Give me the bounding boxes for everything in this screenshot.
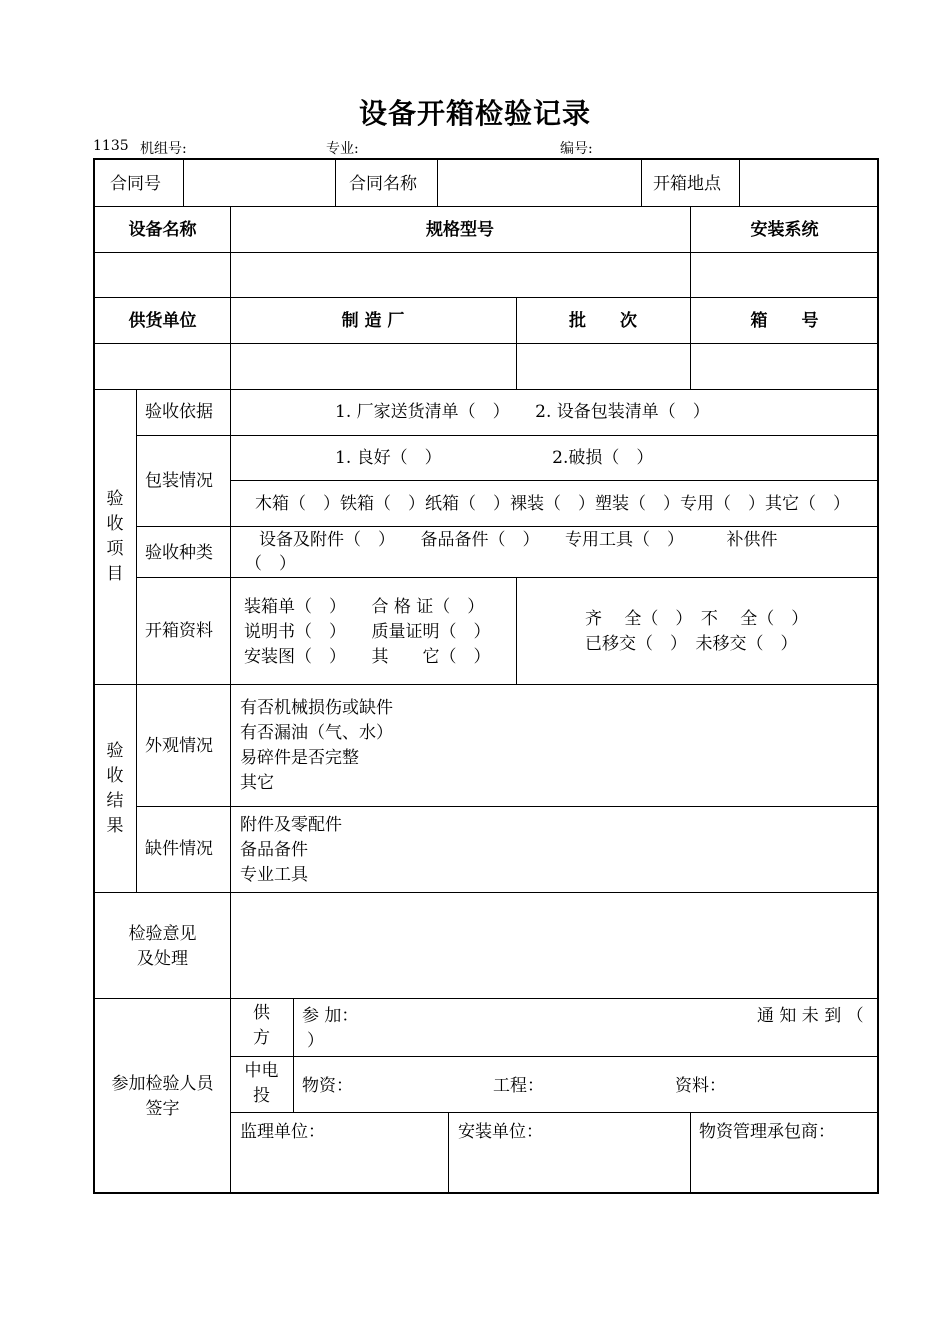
signatures-label-line2: 签字 [145, 1099, 180, 1119]
signatures-label-line1: 参加检验人员 [111, 1074, 214, 1094]
category-line1: 设备及附件（ ） 备品备件（ ） 专用工具（ ） 补供件 [259, 530, 778, 550]
row-divider [230, 1056, 879, 1057]
appearance-line: 易碎件是否完整 [240, 748, 359, 768]
col-divider [293, 998, 294, 1112]
supplier-header: 供货单位 [128, 311, 197, 331]
contract-no-label: 合同号 [110, 174, 161, 194]
notice-label-close: ） [307, 1031, 324, 1051]
col-divider [448, 1112, 449, 1194]
opinion-label-line1: 检验意见 [128, 924, 197, 944]
row-divider [136, 577, 879, 578]
row-divider [230, 1112, 879, 1113]
category-line2: （ ） [245, 554, 296, 574]
appearance-label: 外观情况 [145, 736, 213, 756]
row-divider [95, 998, 879, 999]
row-divider [230, 480, 879, 481]
installer-label: 安装单位： [458, 1122, 543, 1142]
materials-label: 物资： [302, 1076, 353, 1096]
docs-left-line: 说明书（ ） 质量证明（ ） [244, 622, 491, 642]
basis-text: 1. 厂家送货清单（ ） 2. 设备包装清单（ ） [335, 402, 710, 422]
col-divider [183, 160, 184, 206]
packaging-label: 包装情况 [145, 471, 213, 491]
inspection-form-table [93, 158, 879, 1194]
appearance-line: 有否机械损伤或缺件 [240, 698, 393, 718]
supplier-side-label: 方 [253, 1028, 270, 1048]
col-divider [641, 160, 642, 206]
supplier-side-label: 供 [253, 1003, 270, 1023]
unit-label: 机组号: [140, 141, 187, 157]
col-divider [335, 160, 336, 206]
docs-right-line: 齐 全（ ） 不 全（ ） [585, 609, 809, 629]
box-no-header: 箱 号 [750, 311, 819, 331]
packaging-condition: 1. 良好（ ） 2.破损（ ） [335, 448, 654, 468]
col-divider [690, 1112, 691, 1194]
row-divider [136, 526, 879, 527]
appearance-line: 其它 [240, 773, 274, 793]
basis-label: 验收依据 [145, 402, 213, 422]
results-group-label: 验 收 结 果 [106, 741, 124, 836]
appearance-line: 有否漏油（气、水） [240, 723, 393, 743]
opinion-label-line2: 及处理 [137, 949, 188, 969]
col-divider [516, 577, 517, 684]
row-divider [95, 206, 879, 207]
missing-line: 附件及零配件 [240, 815, 342, 835]
row-divider [136, 435, 879, 436]
participate-label: 参 加： [302, 1006, 359, 1026]
col-divider [136, 389, 137, 892]
packaging-types: 木箱（ ）铁箱（ ）纸箱（ ）裸装（ ）塑装（ ）专用（ ）其它（ ） [255, 494, 850, 514]
row-divider [95, 389, 879, 390]
docs-right-line: 已移交（ ） 未移交（ ） [585, 634, 798, 654]
contractor-label: 物资管理承包商： [699, 1122, 835, 1142]
missing-line: 专业工具 [240, 865, 308, 885]
equipment-name-header: 设备名称 [128, 220, 197, 240]
row-divider [95, 892, 879, 893]
missing-label: 缺件情况 [145, 839, 213, 859]
documents-label: 资料： [675, 1076, 726, 1096]
row-divider [136, 806, 879, 807]
notice-label: 通 知 未 到 （ [757, 1006, 864, 1026]
contract-name-label: 合同名称 [349, 174, 417, 194]
engineering-label: 工程： [493, 1076, 544, 1096]
col-divider [739, 160, 740, 206]
manufacturer-header: 制 造 厂 [341, 311, 405, 331]
row-divider [95, 252, 879, 253]
row-divider [95, 297, 879, 298]
category-label: 验收种类 [145, 543, 213, 563]
form-number: 1135 [93, 138, 129, 154]
row-divider [95, 684, 879, 685]
col-divider [437, 160, 438, 206]
docs-label: 开箱资料 [145, 621, 213, 641]
batch-header: 批 次 [569, 311, 637, 331]
docs-left-line: 装箱单（ ） 合 格 证（ ） [244, 597, 485, 617]
missing-line: 备品备件 [240, 840, 308, 860]
cpi-side-label: 中电 [244, 1061, 279, 1081]
model-header: 规格型号 [426, 220, 494, 240]
supervisor-label: 监理单位： [240, 1122, 325, 1142]
number-label: 编号: [560, 141, 593, 157]
docs-left-line: 安装图（ ） 其 它（ ） [244, 647, 491, 667]
page-title: 设备开箱检验记录 [358, 97, 591, 130]
open-location-label: 开箱地点 [653, 174, 721, 194]
specialty-label: 专业: [326, 141, 359, 157]
cpi-side-label: 投 [253, 1086, 270, 1106]
row-divider [95, 343, 879, 344]
items-group-label: 验 收 项 目 [106, 489, 124, 584]
system-header: 安装系统 [750, 220, 819, 240]
